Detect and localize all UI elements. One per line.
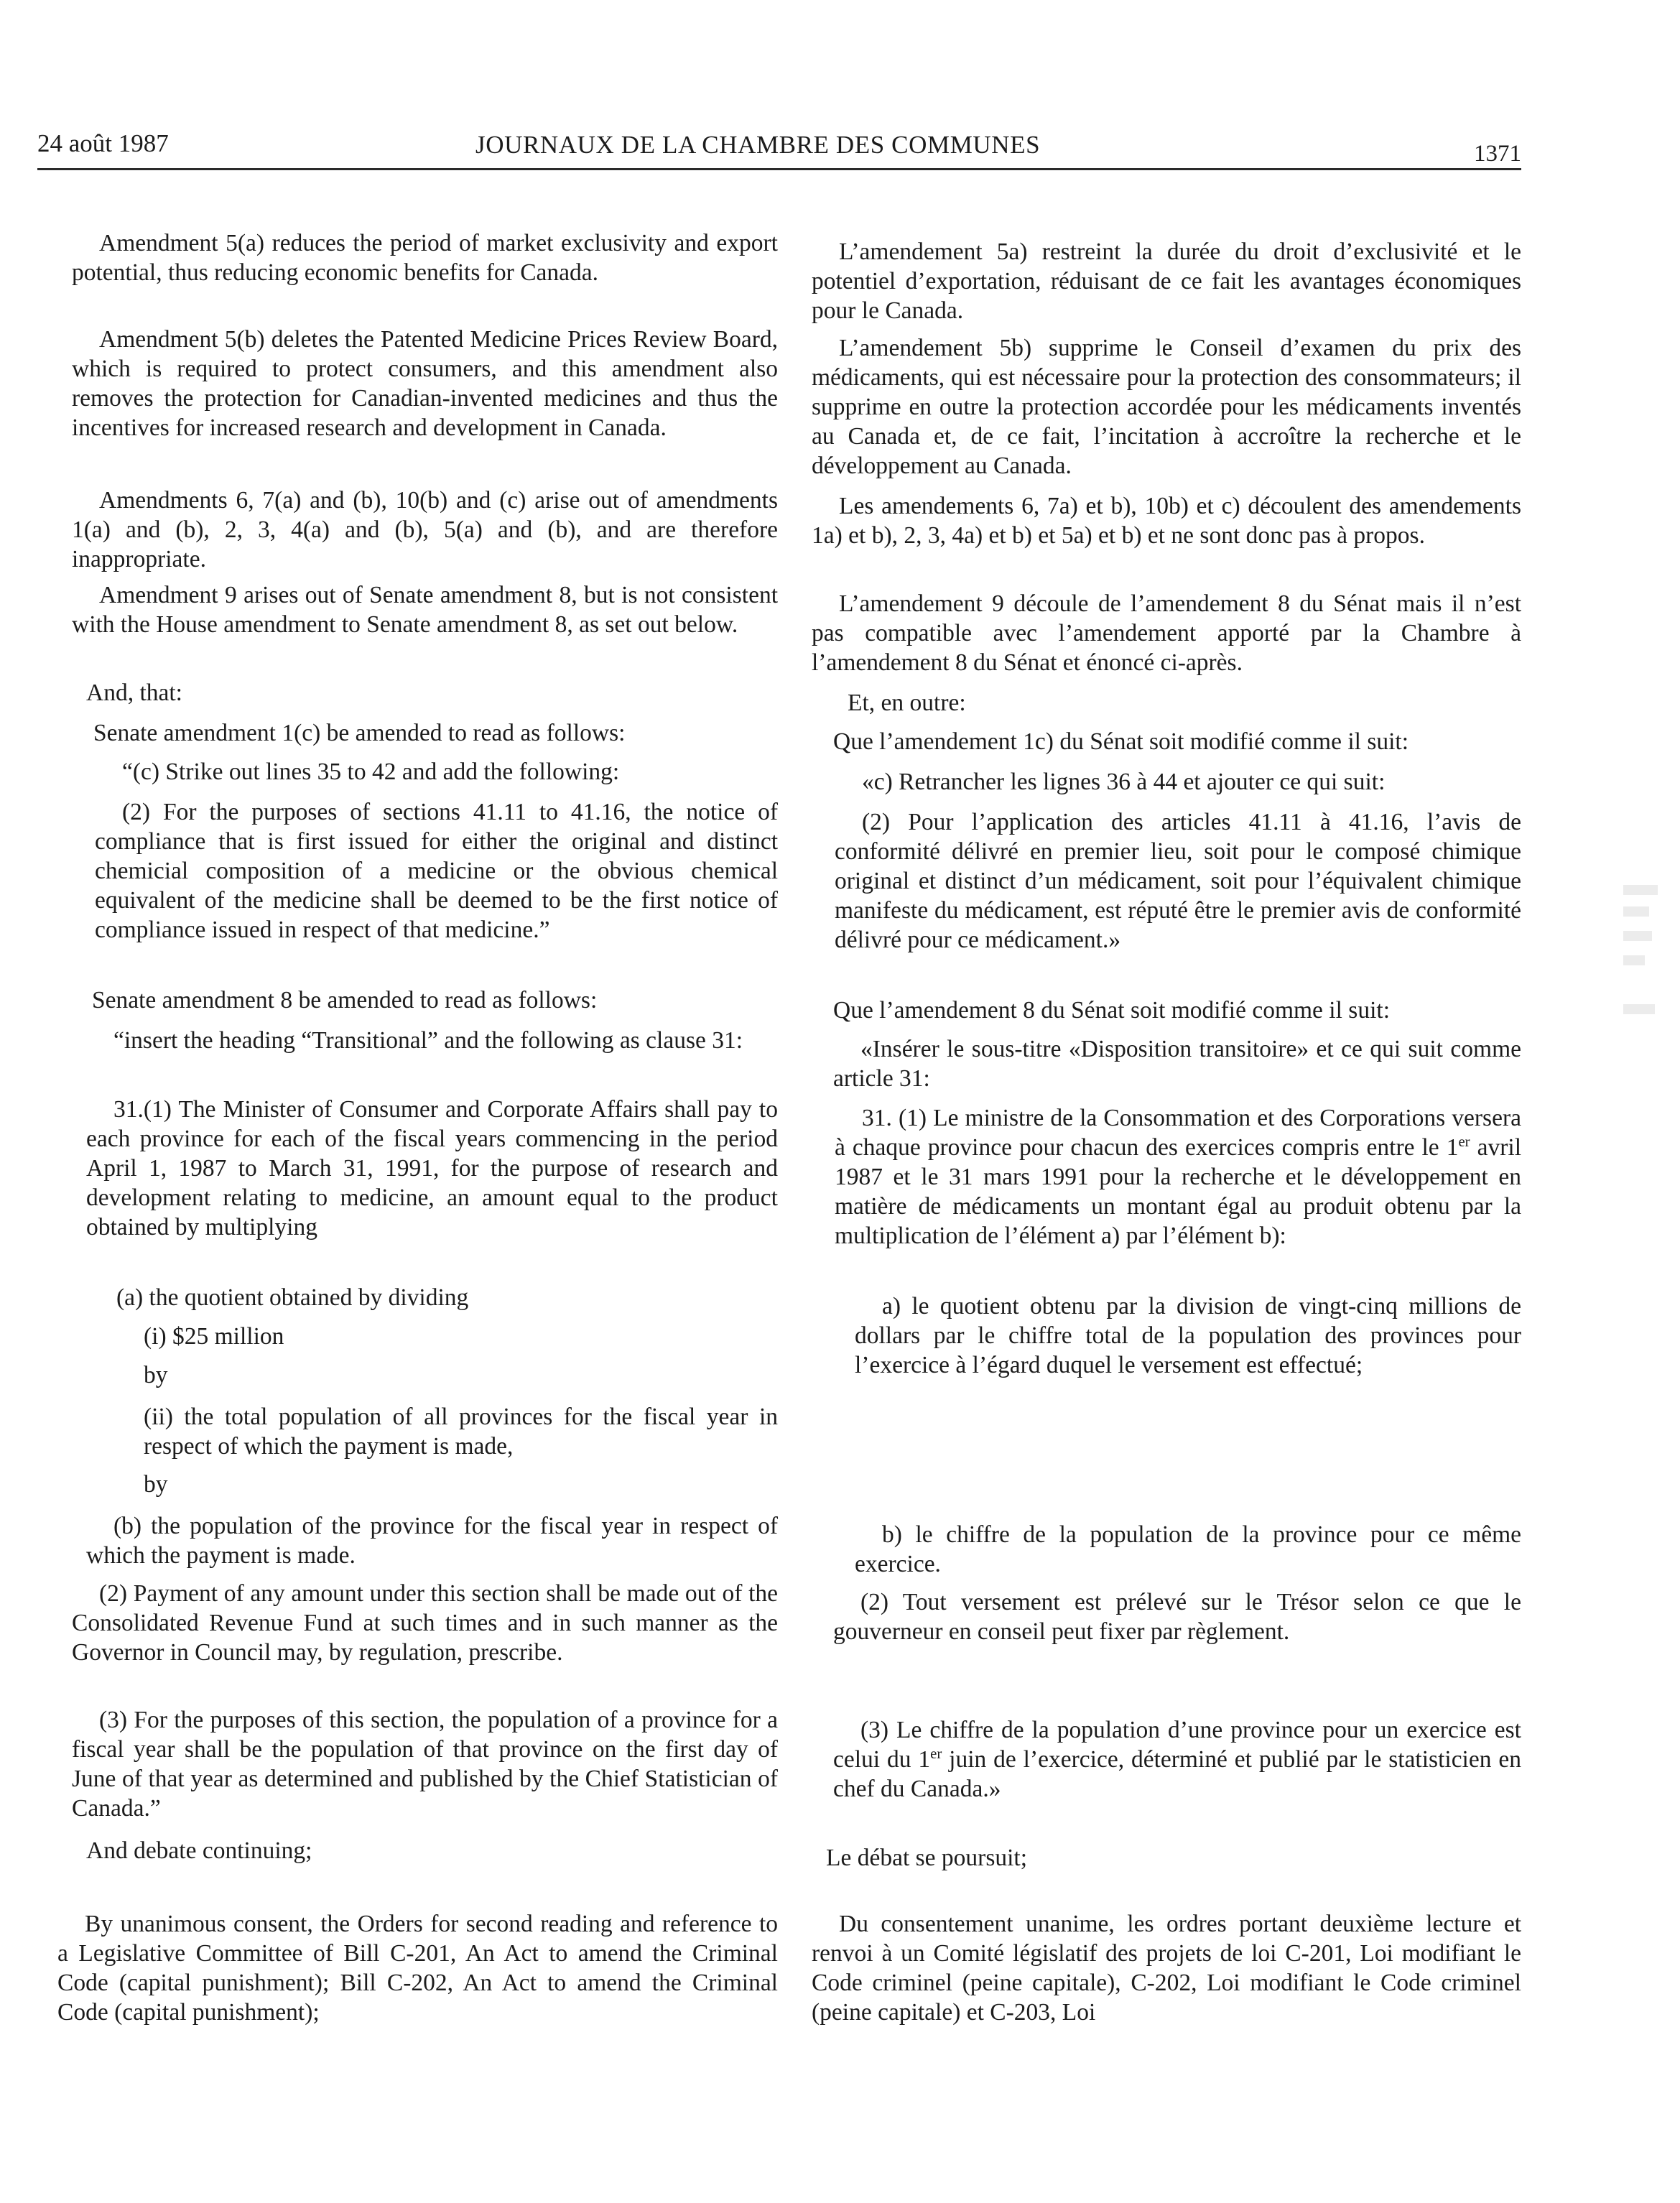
header-title: JOURNAUX DE LA CHAMBRE DES COMMUNES [475,131,1041,159]
en-item-i: (i) $25 million [144,1323,284,1350]
en-item-ii: (ii) the total population of all provinces for the fiscal year in respect of which the payment is made, [144,1404,778,1460]
fr-and-that: Et, en outre: [848,690,966,716]
en-para-1: Amendment 5(a) reduces the period of market exclusivity and export potential, thus reducing economic benefits for Canada. [72,230,778,286]
fr-debate: Le débat se poursuit; [826,1845,1028,1871]
fr-item-b: b) le chiffre de la population de la province pour ce même exercice. [855,1521,1521,1577]
fr-section-3-text-b: juin de l’exercice, déterminé et publié par le statisticien en chef du Canada.» [833,1746,1521,1802]
fr-unanimous-consent: Du consentement unanime, les ordres portant deuxième lecture et renvoi à un Comité législatif des projets de loi C-201, Loi modifiant le Code criminel (peine capitale), C-202, Loi modifiant le Code criminel (peine capitale) et C-203, Loi [812,1911,1521,2026]
fr-insert-text: «Insérer le sous-titre «Disposition transitoire» et ce qui suit comme article 31: [833,1036,1521,1092]
en-para-2: Amendment 5(b) deletes the Patented Medicine Prices Review Board, which is required to protect consumers, and this amendment also removes the protection for Canadian-invented medicines and thus the incentives for increased research and development in Canada. [72,326,778,441]
fr-clause-31-ordinal: er [1458,1133,1470,1150]
en-and-that: And, that: [86,680,182,706]
fr-strike-lines: «c) Retrancher les lignes 36 à 44 et ajouter ce qui suit: [862,769,1386,795]
fr-clause-31-text-b: avril 1987 et le 31 mars 1991 pour la recherche et le développement en matière de médicaments un montant égal au produit obtenu par la multiplication de l’élément a) par l’élément b): [835,1134,1522,1249]
en-para-4: Amendment 9 arises out of Senate amendment 8, but is not consistent with the House amendment to Senate amendment 8, as set out below. [72,582,778,638]
page-number: 1371 [1474,141,1521,167]
fr-senate-1c: Que l’amendement 1c) du Sénat soit modifié comme il suit: [833,728,1409,755]
en-subsection-2: (2) For the purposes of sections 41.11 to 41.16, the notice of compliance that is first issued for either the original and distinct chemicial composition of a medicine or the obvious chemical equivalent of the medicine shall be deemed to be the first notice of compliance issued in respect of that medicine.” [95,799,778,943]
en-by-2: by [144,1471,168,1498]
fr-section-3-ordinal: er [930,1745,942,1762]
en-item-a: (a) the quotient obtained by dividing [116,1284,469,1311]
en-senate-1c: Senate amendment 1(c) be amended to read as follows: [93,720,626,746]
fr-section-3-text-a: (3) Le chiffre de la population d’une province pour un exercice est celui du 1 [833,1717,1521,1773]
fr-clause-31-text-a: 31. (1) Le ministre de la Consommation et des Corporations versera à chaque province pour chacun des exercices compris entre le 1 [835,1105,1521,1161]
fr-section-3 [833,1715,1521,1804]
fr-clause-31 [835,1103,1521,1251]
scan-mark [1623,1004,1655,1014]
en-insert-heading: “insert the heading “Transitional” and the following as clause 31: [113,1027,743,1054]
en-item-b: (b) the population of the province for the fiscal year in respect of which the payment is made. [86,1513,778,1569]
scan-mark [1623,885,1658,895]
en-strike-lines: “(c) Strike out lines 35 to 42 and add the following: [122,759,620,785]
fr-para-1: L’amendement 5a) restreint la durée du droit d’exclusivité et le potentiel d’exportation, réduisant de ce fait les avantages économiques pour le Canada. [812,238,1521,324]
en-unanimous-consent: By unanimous consent, the Orders for second reading and reference to a Legislative Committee of Bill C-201, An Act to amend the Criminal Code (capital punishment); Bill C-202, An Act to amend the Criminal Code (capital punishment); [57,1911,778,2026]
scan-mark [1623,931,1652,941]
header-rule [37,168,1521,170]
en-senate-8: Senate amendment 8 be amended to read as follows: [92,987,598,1014]
en-debate: And debate continuing; [86,1837,312,1864]
fr-senate-8: Que l’amendement 8 du Sénat soit modifié comme il suit: [833,997,1390,1024]
scan-mark [1623,906,1649,917]
en-section-3: (3) For the purposes of this section, the population of a province for a fiscal year shall be the population of that province on the first day of June of that year as determined and published by the Chief Statistician of Canada.” [72,1707,778,1822]
fr-para-4: L’amendement 9 découle de l’amendement 8 du Sénat mais il n’est pas compatible avec l’amendement apporté par la Chambre à l’amendement 8 du Sénat et énoncé ci-après. [812,590,1521,676]
en-section-2: (2) Payment of any amount under this section shall be made out of the Consolidated Revenue Fund at such times and in such manner as the Governor in Council may, by regulation, prescribe. [72,1580,778,1666]
scan-mark [1623,955,1645,965]
fr-subsection-2: (2) Pour l’application des articles 41.11 à 41.16, l’avis de conformité délivré en premier lieu, soit pour le composé chimique original et distinct d’un médicament, soit pour l’équivalent chimique manifeste du médicament, est réputé être le premier avis de conformité délivré pour ce médicament.» [835,809,1521,953]
fr-para-3: Les amendements 6, 7a) et b), 10b) et c) découlent des amendements 1a) et b), 2, 3, 4a) et b) et 5a) et b) et ne sont donc pas à propos. [812,493,1521,549]
en-by-1: by [144,1362,168,1388]
en-clause-31: 31.(1) The Minister of Consumer and Corporate Affairs shall pay to each province for each of the fiscal years commencing in the period April 1, 1987 to March 31, 1991, for the purpose of research and development relating to medicine, an amount equal to the product obtained by multiplying [86,1096,778,1240]
fr-para-2: L’amendement 5b) supprime le Conseil d’examen du prix des médicaments, qui est nécessaire pour la protection des consommateurs; il supprime en outre la protection accordée pour les médicaments inventés au Canada et, de ce fait, l’incitation à accroître la recherche et le développement au Canada. [812,335,1521,479]
fr-insert-heading [833,1034,1521,1093]
header-date: 24 août 1987 [37,129,169,157]
fr-item-a: a) le quotient obtenu par la division de vingt-cinq millions de dollars par le chiffre total de la population des provinces pour l’exercice à l’égard duquel le versement est effectué; [855,1293,1521,1378]
fr-section-2: (2) Tout versement est prélevé sur le Trésor selon ce que le gouverneur en conseil peut fixer par règlement. [833,1589,1521,1645]
page-header [37,126,1521,174]
en-para-3: Amendments 6, 7(a) and (b), 10(b) and (c) arise out of amendments 1(a) and (b), 2, 3, 4(a) and (b), 5(a) and (b), and are therefore inappropriate. [72,487,778,572]
